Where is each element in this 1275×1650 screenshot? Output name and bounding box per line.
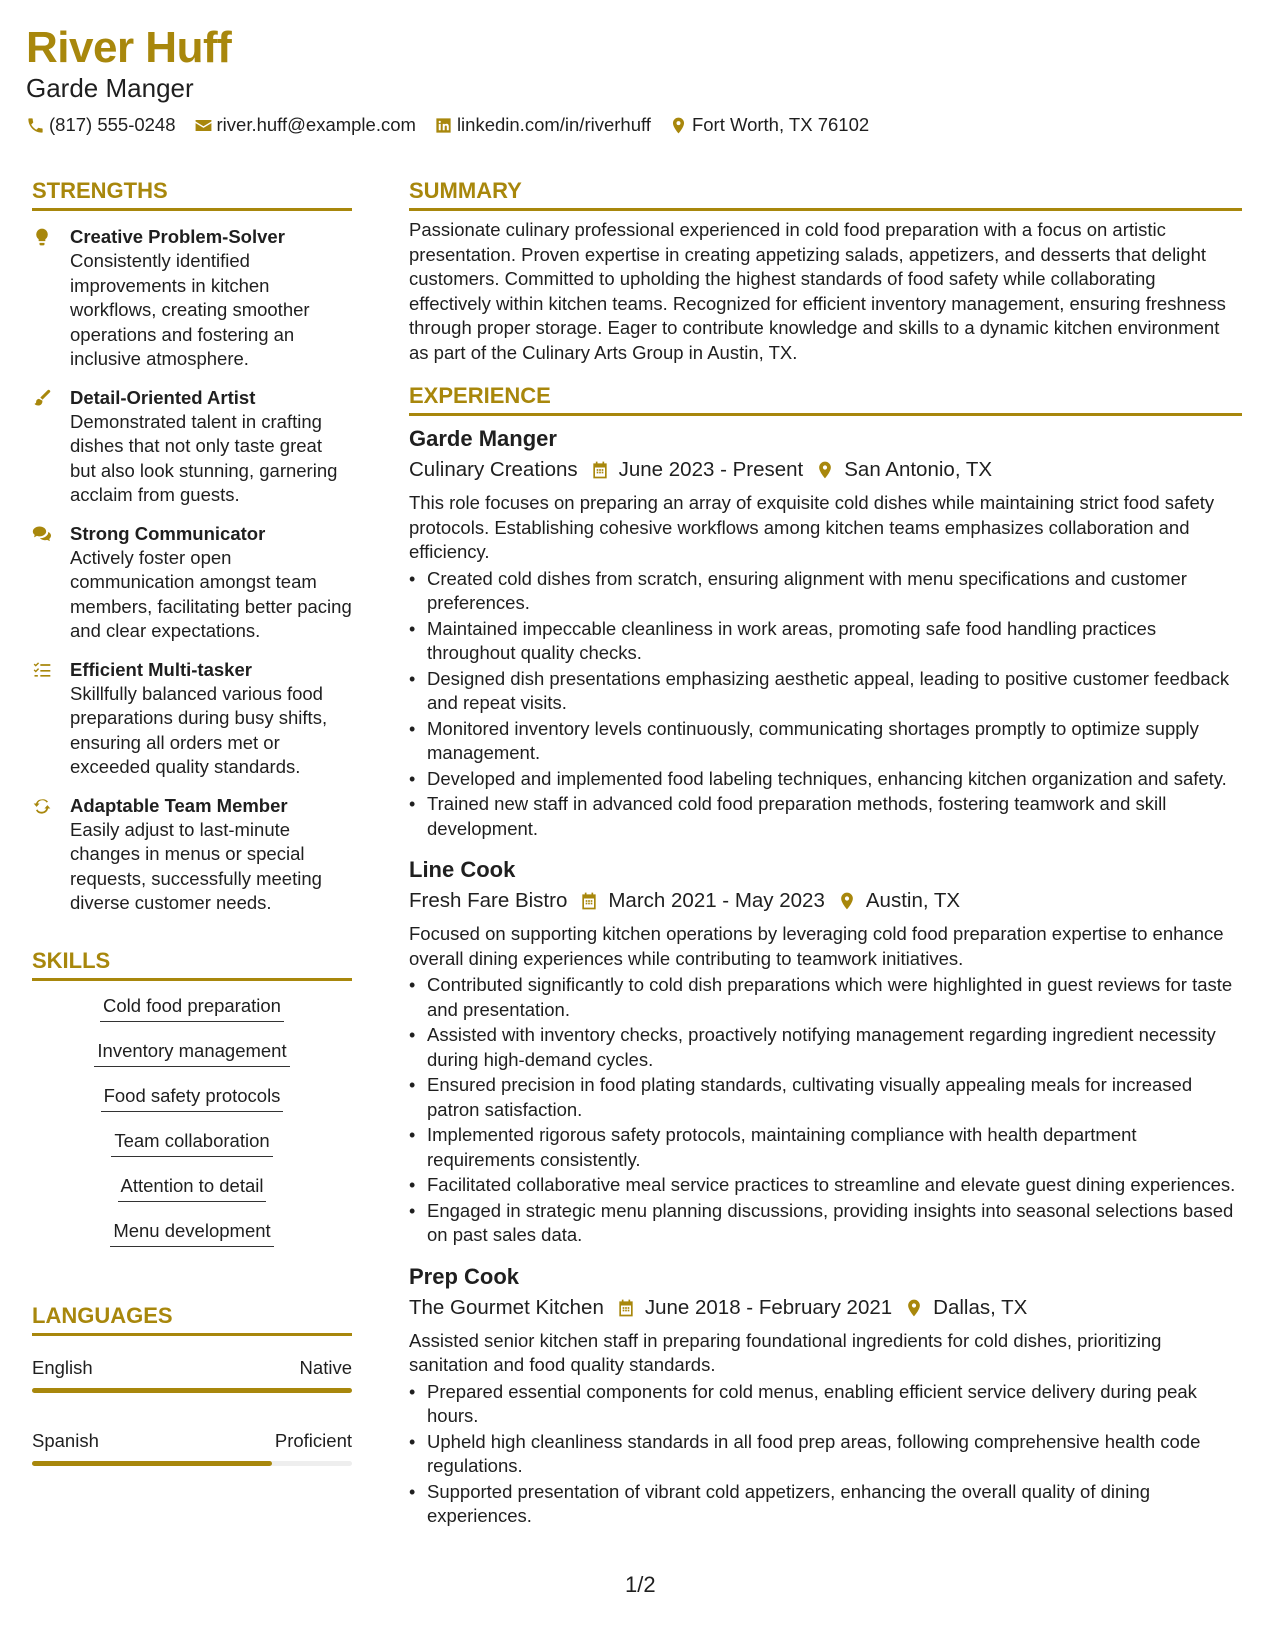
strength-item	[32, 794, 352, 916]
skills-heading: SKILLS	[32, 947, 111, 973]
candidate-name: River Huff	[26, 23, 232, 72]
summary-heading: SUMMARY	[409, 178, 522, 203]
calendar-icon	[590, 460, 610, 480]
skill-item: Cold food preparation	[100, 993, 284, 1022]
section-divider	[32, 1333, 352, 1336]
skill-item: Team collaboration	[111, 1128, 272, 1157]
location-text: Fort Worth, TX 76102	[691, 114, 870, 135]
contact-linkedin[interactable]	[434, 114, 651, 136]
job-meta	[409, 455, 1242, 485]
job-bullet: • Trained new staff in advanced cold food preparation methods, fostering teamwork and skill development.	[409, 792, 1242, 841]
lightbulb-icon	[32, 227, 52, 247]
language-name: English	[32, 1356, 93, 1378]
job-description: Assisted senior kitchen staff in preparing foundational ingredients for cold dishes, prioritizing sanitation and food quality standards.	[409, 1329, 1162, 1375]
job-bullets	[409, 973, 1242, 1248]
section-divider	[32, 978, 352, 981]
map-pin-icon	[837, 891, 857, 911]
job-bullet: • Maintained impeccable cleanliness in work areas, promoting safe food handling practices throughout quality checks.	[409, 617, 1242, 666]
job-location: Austin, TX	[865, 889, 961, 912]
job-bullet: • Ensured precision in food plating standards, cultivating visually appealing meals for increased patron satisfaction.	[409, 1073, 1242, 1122]
linkedin-text[interactable]: linkedin.com/in/riverhuff	[456, 114, 651, 135]
strength-title: Detail-Oriented Artist	[70, 386, 256, 408]
job-dates: June 2018 - February 2021	[644, 1295, 893, 1319]
job-entry	[409, 424, 1242, 841]
strength-title: Adaptable Team Member	[70, 794, 288, 816]
job-entry	[409, 1262, 1242, 1529]
section-divider	[409, 208, 1242, 211]
language-name: Spanish	[32, 1429, 99, 1451]
job-company: Culinary Creations	[409, 458, 578, 481]
skills-list	[32, 993, 352, 1263]
skills-section	[32, 946, 352, 1263]
job-bullet: • Contributed significantly to cold dish preparations which were highlighted in guest reviews for taste and presentation.	[409, 973, 1242, 1022]
job-company: Fresh Fare Bistro	[409, 889, 568, 912]
envelope-icon	[194, 116, 213, 135]
section-divider	[32, 208, 352, 211]
contact-phone	[26, 114, 176, 136]
language-level: Native	[299, 1356, 352, 1378]
strength-desc: Skillfully balanced various food preparations during busy shifts, ensuring all orders met or exceeded quality standards.	[70, 682, 328, 777]
job-bullet: • Designed dish presentations emphasizing aesthetic appeal, leading to positive customer feedback and repeat visits.	[409, 667, 1242, 716]
strength-item	[32, 386, 352, 508]
proficiency-fill	[32, 1461, 272, 1466]
skill-item: Inventory management	[94, 1038, 289, 1067]
job-bullet: • Supported presentation of vibrant cold appetizers, enhancing the overall quality of dining experiences.	[409, 1480, 1242, 1529]
job-entry	[409, 855, 1242, 1248]
strength-desc: Consistently identified improvements in kitchen workflows, creating smoother operations and fostering an inclusive atmosphere.	[70, 250, 310, 369]
candidate-title: Garde Manger	[26, 73, 194, 103]
section-divider	[409, 413, 1242, 416]
experience-section	[409, 381, 1242, 1529]
job-bullet: • Prepared essential components for cold menus, enabling efficient service delivery during peak hours.	[409, 1380, 1242, 1429]
languages-section	[32, 1301, 352, 1466]
strength-item	[32, 522, 352, 644]
job-location: San Antonio, TX	[844, 458, 993, 481]
job-bullet: • Created cold dishes from scratch, ensuring alignment with menu specifications and customer preferences.	[409, 567, 1242, 616]
job-bullets	[409, 1380, 1242, 1529]
strength-desc: Demonstrated talent in crafting dishes that not only taste great but also look stunning, garnering acclaim from guests.	[70, 410, 338, 505]
calendar-icon	[579, 891, 599, 911]
comments-icon	[32, 524, 52, 544]
job-description: This role focuses on preparing an array of exquisite cold dishes while maintaining strict food safety protocols. Establishing cohesive workflows among kitchen teams emphasizes collaboration and efficiency.	[409, 492, 1215, 562]
strength-item	[32, 658, 352, 780]
language-item	[32, 1356, 352, 1393]
language-level: Proficient	[274, 1429, 352, 1451]
job-bullet: • Developed and implemented food labeling techniques, enhancing kitchen organization and safety.	[409, 767, 1242, 792]
language-item	[32, 1429, 352, 1466]
job-company: The Gourmet Kitchen	[409, 1295, 604, 1319]
strengths-section	[32, 176, 352, 916]
job-dates: March 2021 - May 2023	[608, 889, 825, 912]
contact-email[interactable]	[194, 114, 416, 136]
job-bullet: • Assisted with inventory checks, proactively notifying management regarding ingredient necessity during high-demand cycles.	[409, 1023, 1242, 1072]
job-title: Prep Cook	[409, 1263, 520, 1289]
calendar-icon	[616, 1298, 636, 1318]
strength-title: Strong Communicator	[70, 522, 266, 544]
job-bullet: • Implemented rigorous safety protocols, maintaining compliance with health department requirements consistently.	[409, 1123, 1242, 1172]
job-bullets	[409, 567, 1242, 842]
skill-item: Menu development	[110, 1218, 273, 1247]
sync-icon	[32, 796, 52, 816]
email-text[interactable]: river.huff@example.com	[216, 114, 416, 135]
linkedin-icon	[434, 116, 453, 135]
right-column	[409, 176, 1242, 1529]
job-bullet: • Facilitated collaborative meal service practices to streamline and elevate guest dining experiences.	[409, 1173, 1242, 1198]
experience-heading: EXPERIENCE	[409, 383, 551, 408]
job-bullet: • Upheld high cleanliness standards in all food prep areas, following comprehensive health code regulations.	[409, 1430, 1242, 1479]
job-title: Line Cook	[409, 857, 516, 882]
proficiency-bar	[32, 1388, 352, 1393]
strength-item	[32, 225, 352, 372]
map-pin-icon	[815, 460, 835, 480]
summary-text: Passionate culinary professional experienced in cold food preparation with a focus on artistic presentation. Proven expertise in creating appetizing salads, appetizers, and desserts that delight customers. Committed to upholding the highest standards of food safety while collaborating effectively within kitchen teams. Recognized for efficient inventory management, ensuring freshness through proper storage. Eager to contribute knowledge and skills to a dynamic kitchen environment as part of the Culinary Arts Group in Austin, TX.	[409, 219, 1226, 363]
job-title: Garde Manger	[409, 426, 557, 451]
summary-section	[409, 176, 1242, 365]
task-list-icon	[32, 660, 52, 680]
job-meta	[409, 886, 1242, 916]
strength-desc: Easily adjust to last-minute changes in menus or special requests, successfully meeting diverse customer needs.	[70, 818, 322, 913]
left-column	[32, 176, 352, 1466]
map-pin-icon	[669, 116, 688, 135]
proficiency-fill	[32, 1388, 352, 1393]
strength-title: Creative Problem-Solver	[70, 226, 285, 247]
strengths-heading: STRENGTHS	[32, 178, 168, 203]
job-description: Focused on supporting kitchen operations by leveraging cold food preparation expertise to enhance overall dining experiences while contributing to teamwork initiatives.	[409, 923, 1224, 969]
skill-item: Attention to detail	[118, 1173, 267, 1202]
job-bullet: • Monitored inventory levels continuously, communicating shortages promptly to optimize supply management.	[409, 717, 1242, 766]
phone-text: (817) 555-0248	[49, 114, 176, 135]
job-dates: June 2023 - Present	[618, 458, 804, 481]
languages-heading: LANGUAGES	[32, 1302, 173, 1328]
job-list	[409, 424, 1242, 1529]
skill-item: Food safety protocols	[101, 1083, 284, 1112]
job-bullet: • Engaged in strategic menu planning discussions, providing insights into seasonal selections based on past sales data.	[409, 1199, 1242, 1248]
resume-header	[26, 22, 869, 136]
proficiency-bar	[32, 1461, 352, 1466]
contact-location	[669, 114, 869, 136]
phone-icon	[26, 116, 45, 135]
paintbrush-icon	[32, 388, 52, 408]
strength-title: Efficient Multi-tasker	[70, 658, 252, 680]
strength-desc: Actively foster open communication amongst team members, facilitating better pacing and clear expectations.	[70, 546, 352, 641]
job-location: Dallas, TX	[933, 1295, 1028, 1319]
job-meta	[409, 1293, 1242, 1323]
page-number: 1/2	[625, 1572, 656, 1597]
contact-bar	[26, 114, 869, 136]
map-pin-icon	[904, 1298, 924, 1318]
